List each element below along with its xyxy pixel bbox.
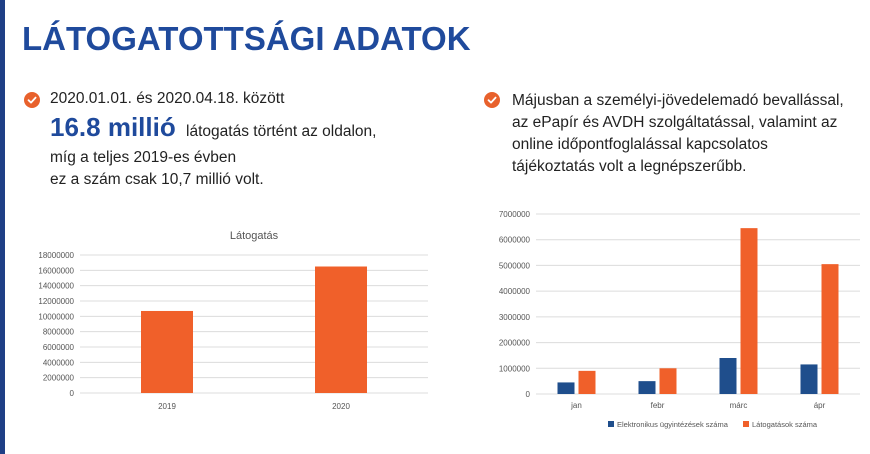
y-tick-label: 12000000: [38, 297, 74, 306]
y-tick-label: 0: [525, 390, 530, 399]
bar: [822, 264, 839, 394]
legend-swatch: [608, 421, 614, 427]
x-tick-label: jan: [571, 401, 582, 410]
bar: [579, 371, 596, 394]
y-tick-label: 5000000: [498, 261, 530, 271]
visits-highlight-line: [50, 112, 376, 143]
info-line-1: Májusban a személyi-jövedelemadó bevallással,: [512, 92, 844, 109]
y-tick-label: 8000000: [42, 327, 74, 337]
bar: [639, 381, 656, 394]
info-line-2: az ePapír és AVDH szolgáltatással, valamint az: [512, 114, 838, 131]
check-icon: [24, 92, 40, 108]
visits-highlight-value: 16.8 millió: [50, 112, 176, 142]
legend-swatch: [743, 421, 749, 427]
legend-label: Elektronikus ügyintézések száma: [617, 420, 728, 429]
bar: [801, 364, 818, 394]
bar: [558, 382, 575, 394]
comparison-line-2: ez a szám csak 10,7 millió volt.: [50, 171, 264, 188]
slide-title: LÁTOGATOTTSÁGI ADATOK: [22, 20, 471, 57]
bar: [660, 368, 677, 394]
x-tick-label: 2019: [158, 402, 176, 411]
visits-yearly-chart: [0, 215, 440, 415]
comparison-line-1: míg a teljes 2019-es évben: [50, 149, 237, 166]
y-tick-label: 0: [69, 389, 74, 398]
x-tick-label: márc: [729, 401, 748, 410]
y-tick-label: 7000000: [498, 210, 530, 219]
bar: [315, 267, 367, 394]
chart-title: Látogatás: [229, 230, 279, 242]
y-tick-label: 2000000: [498, 338, 530, 348]
y-tick-label: 14000000: [38, 281, 74, 291]
info-line-3: online időpontfoglalással kapcsolatos: [512, 136, 768, 153]
visits-highlight-rest: látogatás történt az oldalon,: [186, 123, 377, 140]
y-tick-label: 2000000: [42, 373, 74, 383]
bar: [741, 228, 758, 394]
y-tick-label: 4000000: [498, 287, 530, 297]
x-tick-label: ápr: [813, 401, 826, 410]
info-line-4: tájékoztatás volt a legnépszerűbb.: [512, 158, 747, 175]
y-tick-label: 18000000: [38, 251, 74, 260]
check-icon: [484, 92, 500, 108]
bar: [720, 358, 737, 394]
x-tick-label: febr: [650, 401, 665, 410]
bar: [141, 311, 193, 393]
y-tick-label: 3000000: [498, 312, 530, 322]
y-tick-label: 1000000: [498, 364, 530, 374]
date-range-text: 2020.01.01. és 2020.04.18. között: [50, 90, 285, 107]
monthly-chart: [480, 200, 870, 440]
y-tick-label: 10000000: [38, 312, 74, 322]
y-tick-label: 6000000: [42, 343, 74, 352]
y-tick-label: 6000000: [498, 235, 530, 245]
x-tick-label: 2020: [332, 402, 350, 411]
legend-label: Látogatások száma: [752, 420, 818, 429]
y-tick-label: 16000000: [38, 266, 74, 276]
y-tick-label: 4000000: [42, 358, 74, 368]
